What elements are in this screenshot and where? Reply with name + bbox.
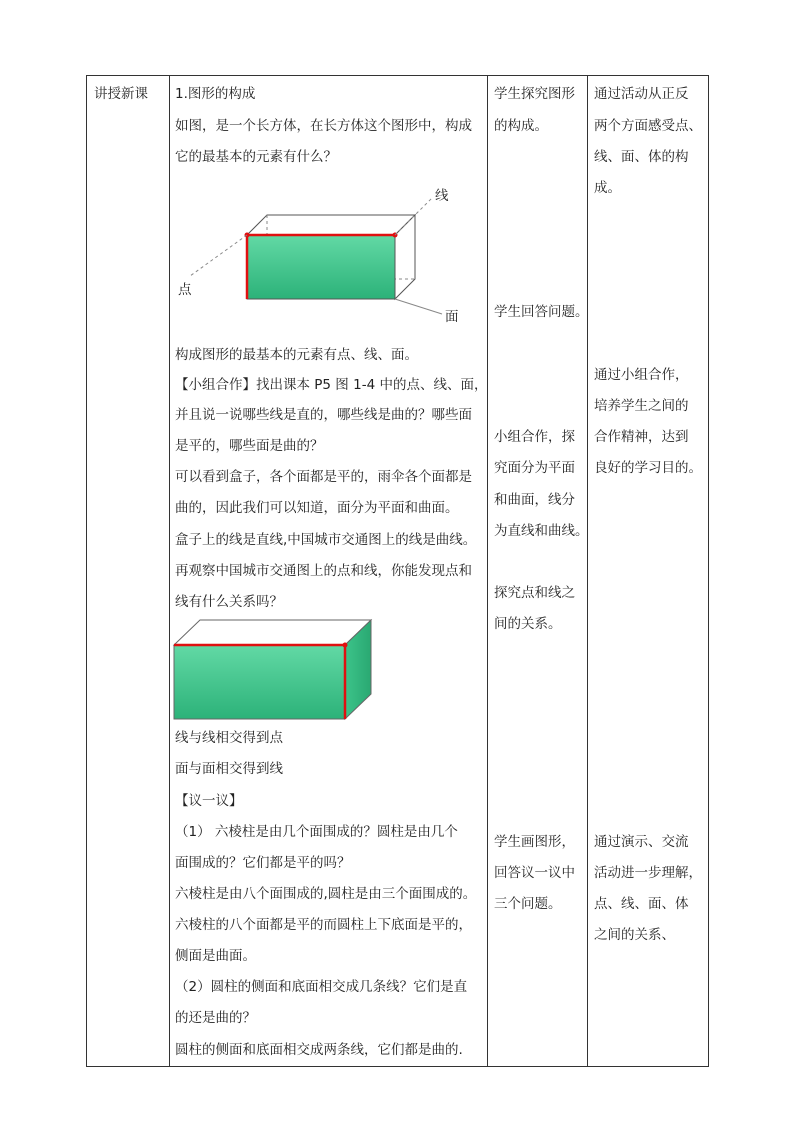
intent-line: 良好的学习目的。 (594, 460, 702, 476)
student-line: 究面分为平面 (494, 460, 575, 476)
content-line: 构成图形的最基本的元素有点、线、面。 (175, 347, 418, 363)
cuboid-top-face (174, 620, 371, 645)
intent-line: 成。 (594, 180, 621, 196)
vertex-point (343, 643, 348, 648)
intent-line: 合作精神，达到 (594, 429, 689, 445)
content-line: 曲的，因此我们可以知道，面分为平面和曲面。 (175, 500, 459, 516)
content-line: 线与线相交得到点 (175, 730, 283, 746)
intent-line: 线、面、体的构 (594, 149, 689, 165)
content-line: 是平的，哪些面是曲的？ (175, 438, 324, 454)
content-line: 如图，是一个长方体，在长方体这个图形中，构成 (175, 118, 472, 134)
student-line: 学生回答问题。 (494, 304, 589, 320)
content-line: 面围成的？它们都是平的吗？ (175, 855, 351, 871)
section-cell (87, 76, 170, 1067)
lesson-plan-table (86, 75, 709, 1067)
content-line: 再观察中国城市交通图上的点和线，你能发现点和 (175, 563, 472, 579)
content-line: 面与面相交得到线 (175, 761, 283, 777)
cuboid-figure-2 (170, 616, 488, 724)
label-point: 点 (178, 282, 192, 298)
intent-line: 点、线、面、体 (594, 896, 689, 912)
section-label: 讲授新课 (94, 86, 148, 102)
intent-line: 通过演示、交流 (594, 834, 689, 850)
content-line: 侧面是曲面。 (175, 948, 256, 964)
cuboid-top-face (247, 215, 415, 235)
content-line: （1） 六棱柱是由几个面围成的？圆柱是由几个 (175, 824, 458, 840)
intent-line: 通过小组合作， (594, 367, 689, 383)
pointer-line (190, 235, 247, 276)
intent-line: 通过活动从正反 (594, 86, 689, 102)
student-line: 和曲面，线分 (494, 492, 575, 508)
design-intent-cell (588, 76, 709, 1067)
pointer-line (395, 299, 442, 314)
student-line: 为直线和曲线。 (494, 523, 589, 539)
cuboid-front-face (247, 235, 395, 299)
content-line: 六棱柱的八个面都是平的而圆柱上下底面是平的， (175, 917, 472, 933)
student-activity-cell (488, 76, 588, 1067)
intent-line: 培养学生之间的 (594, 398, 689, 414)
content-cell (170, 76, 488, 1067)
content-line: 可以看到盒子，各个面都是平的，雨伞各个面都是 (175, 469, 472, 485)
cuboid-figure-1 (170, 176, 488, 336)
intent-line: 活动进一步理解， (594, 865, 702, 881)
student-line: 探究点和线之 (494, 585, 575, 601)
student-line: 学生画图形， (494, 834, 575, 850)
content-line: （2）圆柱的侧面和底面相交成几条线？它们是直 (175, 979, 468, 995)
content-line: 并且说一说哪些线是直的，哪些线是曲的？哪些面 (175, 407, 472, 423)
content-line: 它的最基本的元素有什么？ (175, 149, 337, 165)
student-line: 学生探究图形 (494, 86, 575, 102)
intent-line: 之间的关系、 (594, 927, 675, 943)
student-line: 间的关系。 (494, 616, 562, 632)
content-heading: 1.图形的构成 (175, 86, 256, 102)
student-line: 小组合作，探 (494, 429, 575, 445)
intent-line: 两个方面感受点、 (594, 118, 702, 134)
content-line: 线有什么关系吗？ (175, 594, 283, 610)
content-line: 的还是曲的？ (175, 1010, 256, 1026)
student-line: 回答议一议中 (494, 865, 575, 881)
content-line: 【小组合作】找出课本 P5 图 1-4 中的点、线、面， (175, 377, 488, 393)
label-line: 线 (435, 188, 449, 204)
cuboid-front-face (174, 645, 345, 719)
table-row (87, 76, 709, 1067)
content-line: 盒子上的线是直线,中国城市交通图上的线是曲线。 (175, 532, 477, 548)
label-face: 面 (445, 309, 459, 325)
student-line: 的构成。 (494, 118, 548, 134)
content-line: 【议一议】 (175, 793, 243, 809)
content-line: 圆柱的侧面和底面相交成两条线，它们都是曲的. (175, 1042, 463, 1058)
student-line: 三个问题。 (494, 896, 562, 912)
content-line: 六棱柱是由八个面围成的,圆柱是由三个面围成的。 (175, 886, 477, 902)
